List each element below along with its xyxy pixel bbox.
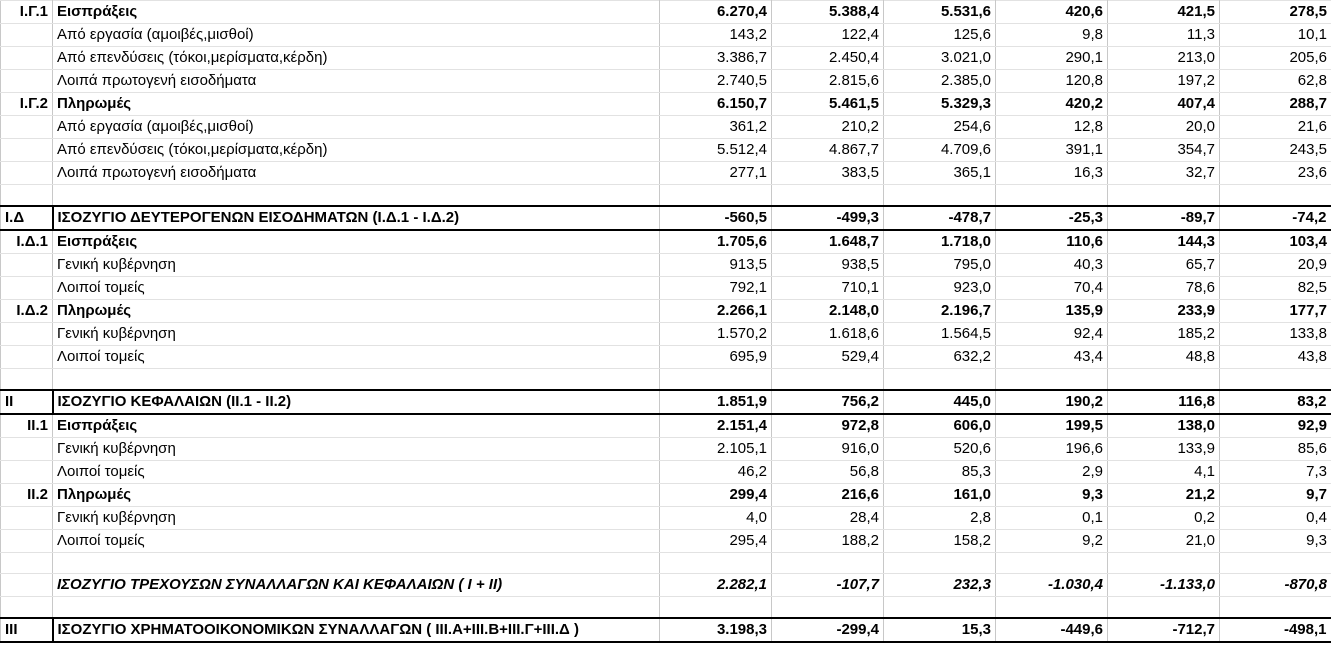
value-cell[interactable]: 20,0 bbox=[1108, 116, 1220, 139]
value-cell[interactable]: 4.709,6 bbox=[884, 139, 996, 162]
value-cell[interactable]: 210,2 bbox=[772, 116, 884, 139]
subtotal-row bbox=[1, 414, 1331, 438]
subtotal-row bbox=[1, 484, 1331, 507]
row-code-cell[interactable] bbox=[1, 24, 53, 47]
value-cell[interactable]: 1.618,6 bbox=[772, 323, 884, 346]
value-cell[interactable]: 365,1 bbox=[884, 162, 996, 185]
table-row bbox=[1, 277, 1331, 300]
row-code-cell[interactable]: I.Γ.2 bbox=[1, 93, 53, 116]
row-code-cell[interactable] bbox=[1, 323, 53, 346]
value-cell[interactable]: 205,6 bbox=[1220, 47, 1331, 70]
row-code-cell[interactable] bbox=[1, 438, 53, 461]
value-cell[interactable]: 56,8 bbox=[772, 461, 884, 484]
value-cell[interactable] bbox=[996, 185, 1108, 207]
row-label-cell[interactable]: Εισπράξεις bbox=[53, 1, 660, 24]
row-code-cell[interactable]: II.2 bbox=[1, 484, 53, 507]
value-cell[interactable]: 916,0 bbox=[772, 438, 884, 461]
row-label-cell[interactable]: Από επενδύσεις (τόκοι,μερίσματα,κέρδη) bbox=[53, 139, 660, 162]
value-cell[interactable]: 391,1 bbox=[996, 139, 1108, 162]
value-cell[interactable]: 9,3 bbox=[996, 484, 1108, 507]
value-cell[interactable]: 40,3 bbox=[996, 254, 1108, 277]
value-cell[interactable]: 216,6 bbox=[772, 484, 884, 507]
subtotal-row bbox=[1, 230, 1331, 254]
value-cell[interactable]: 2.266,1 bbox=[660, 300, 772, 323]
value-cell[interactable]: 185,2 bbox=[1108, 323, 1220, 346]
value-cell[interactable] bbox=[1220, 185, 1331, 207]
value-cell[interactable]: 445,0 bbox=[884, 390, 996, 414]
value-cell[interactable]: 5.531,6 bbox=[884, 1, 996, 24]
value-cell[interactable]: 0,1 bbox=[996, 507, 1108, 530]
value-cell[interactable]: 354,7 bbox=[1108, 139, 1220, 162]
value-cell[interactable]: 116,8 bbox=[1108, 390, 1220, 414]
row-label-cell[interactable]: ΙΣΟΖΥΓΙΟ ΤΡΕΧΟΥΣΩΝ ΣΥΝΑΛΛΑΓΩΝ ΚΑΙ ΚΕΦΑΛΑΙΩΝ ( Ι + ΙΙ) bbox=[53, 574, 660, 597]
value-cell[interactable]: 795,0 bbox=[884, 254, 996, 277]
value-cell[interactable]: 913,5 bbox=[660, 254, 772, 277]
value-cell[interactable] bbox=[884, 597, 996, 619]
value-cell[interactable]: 62,8 bbox=[1220, 70, 1331, 93]
value-cell[interactable]: -560,5 bbox=[660, 206, 772, 230]
value-cell[interactable]: 15,3 bbox=[884, 618, 996, 642]
value-cell[interactable]: 12,8 bbox=[996, 116, 1108, 139]
value-cell[interactable] bbox=[884, 553, 996, 574]
value-cell[interactable]: 6.270,4 bbox=[660, 1, 772, 24]
row-code-cell[interactable] bbox=[1, 553, 53, 574]
row-code-cell[interactable] bbox=[1, 116, 53, 139]
subtotal-row bbox=[1, 1, 1331, 24]
value-cell[interactable]: 2.815,6 bbox=[772, 70, 884, 93]
value-cell[interactable] bbox=[772, 185, 884, 207]
value-cell[interactable]: -478,7 bbox=[884, 206, 996, 230]
row-code-cell[interactable]: I.Δ bbox=[1, 206, 53, 230]
row-code-cell[interactable] bbox=[1, 47, 53, 70]
row-label-cell[interactable]: Λοιποί τομείς bbox=[53, 346, 660, 369]
value-cell[interactable]: 197,2 bbox=[1108, 70, 1220, 93]
value-cell[interactable] bbox=[660, 185, 772, 207]
value-cell[interactable]: 2,8 bbox=[884, 507, 996, 530]
value-cell[interactable]: 1.718,0 bbox=[884, 230, 996, 254]
row-code-cell[interactable] bbox=[1, 346, 53, 369]
row-code-cell[interactable]: I.Δ.2 bbox=[1, 300, 53, 323]
row-label-cell[interactable]: ΙΣΟΖΥΓΙΟ ΚΕΦΑΛΑΙΩΝ (ΙΙ.1 - ΙΙ.2) bbox=[53, 390, 660, 414]
value-cell[interactable]: -25,3 bbox=[996, 206, 1108, 230]
row-code-cell[interactable] bbox=[1, 254, 53, 277]
value-cell[interactable]: 9,3 bbox=[1220, 530, 1331, 553]
table-row bbox=[1, 438, 1331, 461]
row-code-cell[interactable]: II.1 bbox=[1, 414, 53, 438]
value-cell[interactable]: 65,7 bbox=[1108, 254, 1220, 277]
value-cell[interactable]: 6.150,7 bbox=[660, 93, 772, 116]
row-label-cell[interactable]: Λοιπά πρωτογενή εισοδήματα bbox=[53, 70, 660, 93]
value-cell[interactable] bbox=[1220, 369, 1331, 391]
value-cell[interactable]: 606,0 bbox=[884, 414, 996, 438]
value-cell[interactable]: -870,8 bbox=[1220, 574, 1331, 597]
value-cell[interactable]: 125,6 bbox=[884, 24, 996, 47]
value-cell[interactable]: 2.105,1 bbox=[660, 438, 772, 461]
value-cell[interactable]: 756,2 bbox=[772, 390, 884, 414]
spacer-row bbox=[1, 185, 1331, 207]
value-cell[interactable]: -89,7 bbox=[1108, 206, 1220, 230]
row-label-cell[interactable]: Εισπράξεις bbox=[53, 230, 660, 254]
value-cell[interactable]: 695,9 bbox=[660, 346, 772, 369]
value-cell[interactable]: 0,4 bbox=[1220, 507, 1331, 530]
value-cell[interactable]: -299,4 bbox=[772, 618, 884, 642]
value-cell[interactable]: 420,2 bbox=[996, 93, 1108, 116]
value-cell[interactable]: 144,3 bbox=[1108, 230, 1220, 254]
value-cell[interactable]: 277,1 bbox=[660, 162, 772, 185]
balance-row bbox=[1, 618, 1331, 642]
value-cell[interactable]: 2.151,4 bbox=[660, 414, 772, 438]
row-code-cell[interactable]: II bbox=[1, 390, 53, 414]
value-cell[interactable] bbox=[1108, 597, 1220, 619]
value-cell[interactable]: 21,2 bbox=[1108, 484, 1220, 507]
value-cell[interactable]: -498,1 bbox=[1220, 618, 1331, 642]
value-cell[interactable]: 1.648,7 bbox=[772, 230, 884, 254]
value-cell[interactable]: 1.851,9 bbox=[660, 390, 772, 414]
value-cell[interactable]: 161,0 bbox=[884, 484, 996, 507]
value-cell[interactable]: 190,2 bbox=[996, 390, 1108, 414]
row-label-cell[interactable]: Από εργασία (αμοιβές,μισθοί) bbox=[53, 24, 660, 47]
value-cell[interactable]: 120,8 bbox=[996, 70, 1108, 93]
value-cell[interactable] bbox=[884, 185, 996, 207]
table-row bbox=[1, 507, 1331, 530]
value-cell[interactable]: 420,6 bbox=[996, 1, 1108, 24]
value-cell[interactable]: 288,7 bbox=[1220, 93, 1331, 116]
value-cell[interactable]: 7,3 bbox=[1220, 461, 1331, 484]
value-cell[interactable]: -74,2 bbox=[1220, 206, 1331, 230]
row-code-cell[interactable]: I.Δ.1 bbox=[1, 230, 53, 254]
spacer-row bbox=[1, 369, 1331, 391]
value-cell[interactable]: 133,9 bbox=[1108, 438, 1220, 461]
value-cell[interactable]: 632,2 bbox=[884, 346, 996, 369]
value-cell[interactable]: 138,0 bbox=[1108, 414, 1220, 438]
value-cell[interactable]: 9,2 bbox=[996, 530, 1108, 553]
table-row bbox=[1, 162, 1331, 185]
value-cell[interactable]: 20,9 bbox=[1220, 254, 1331, 277]
row-label-cell[interactable]: Γενική κυβέρνηση bbox=[53, 438, 660, 461]
row-label-cell[interactable]: Πληρωμές bbox=[53, 300, 660, 323]
row-code-cell[interactable]: III bbox=[1, 618, 53, 642]
row-label-cell[interactable] bbox=[53, 553, 660, 574]
row-code-cell[interactable] bbox=[1, 530, 53, 553]
table-row bbox=[1, 139, 1331, 162]
value-cell[interactable]: 199,5 bbox=[996, 414, 1108, 438]
row-label-cell[interactable]: Λοιποί τομείς bbox=[53, 277, 660, 300]
row-label-cell[interactable]: Γενική κυβέρνηση bbox=[53, 323, 660, 346]
value-cell[interactable] bbox=[1108, 369, 1220, 391]
value-cell[interactable]: -499,3 bbox=[772, 206, 884, 230]
value-cell[interactable]: 11,3 bbox=[1108, 24, 1220, 47]
row-label-cell[interactable]: Εισπράξεις bbox=[53, 414, 660, 438]
table-row bbox=[1, 116, 1331, 139]
spacer-row bbox=[1, 597, 1331, 619]
value-cell[interactable]: 361,2 bbox=[660, 116, 772, 139]
value-cell[interactable] bbox=[772, 369, 884, 391]
value-cell[interactable]: 938,5 bbox=[772, 254, 884, 277]
value-cell[interactable]: 2.450,4 bbox=[772, 47, 884, 70]
value-cell[interactable]: 529,4 bbox=[772, 346, 884, 369]
value-cell[interactable]: 2.740,5 bbox=[660, 70, 772, 93]
value-cell[interactable]: 32,7 bbox=[1108, 162, 1220, 185]
value-cell[interactable]: 710,1 bbox=[772, 277, 884, 300]
value-cell[interactable]: 23,6 bbox=[1220, 162, 1331, 185]
value-cell[interactable]: -1.030,4 bbox=[996, 574, 1108, 597]
row-label-cell[interactable]: Πληρωμές bbox=[53, 93, 660, 116]
value-cell[interactable]: 10,1 bbox=[1220, 24, 1331, 47]
value-cell[interactable]: 295,4 bbox=[660, 530, 772, 553]
value-cell[interactable]: 232,3 bbox=[884, 574, 996, 597]
value-cell[interactable]: 3.021,0 bbox=[884, 47, 996, 70]
table-row bbox=[1, 24, 1331, 47]
table-row bbox=[1, 70, 1331, 93]
spacer-row bbox=[1, 553, 1331, 574]
total-row bbox=[1, 574, 1331, 597]
value-cell[interactable]: 213,0 bbox=[1108, 47, 1220, 70]
row-code-cell[interactable] bbox=[1, 70, 53, 93]
value-cell[interactable]: 4,0 bbox=[660, 507, 772, 530]
row-label-cell[interactable]: ΙΣΟΖΥΓΙΟ ΧΡΗΜΑΤΟΟΙΚΟΝΟΜΙΚΩΝ ΣΥΝΑΛΛΑΓΩΝ ( ΙΙΙ.Α+ΙΙΙ.Β+ΙΙΙ.Γ+ΙΙΙ.Δ ) bbox=[53, 618, 660, 642]
value-cell[interactable]: 43,8 bbox=[1220, 346, 1331, 369]
value-cell[interactable]: 5.388,4 bbox=[772, 1, 884, 24]
value-cell[interactable]: 254,6 bbox=[884, 116, 996, 139]
subtotal-row bbox=[1, 300, 1331, 323]
value-cell[interactable]: 85,3 bbox=[884, 461, 996, 484]
row-label-cell[interactable]: Λοιπά πρωτογενή εισοδήματα bbox=[53, 162, 660, 185]
row-label-cell[interactable]: Λοιποί τομείς bbox=[53, 461, 660, 484]
value-cell[interactable]: 2.148,0 bbox=[772, 300, 884, 323]
value-cell[interactable] bbox=[996, 369, 1108, 391]
value-cell[interactable]: 43,4 bbox=[996, 346, 1108, 369]
table-row bbox=[1, 461, 1331, 484]
value-cell[interactable]: 21,6 bbox=[1220, 116, 1331, 139]
value-cell[interactable]: 46,2 bbox=[660, 461, 772, 484]
value-cell[interactable]: 290,1 bbox=[996, 47, 1108, 70]
value-cell[interactable] bbox=[772, 553, 884, 574]
value-cell[interactable]: 16,3 bbox=[996, 162, 1108, 185]
value-cell[interactable]: 135,9 bbox=[996, 300, 1108, 323]
value-cell[interactable] bbox=[660, 597, 772, 619]
row-label-cell[interactable] bbox=[53, 369, 660, 391]
value-cell[interactable]: 278,5 bbox=[1220, 1, 1331, 24]
value-cell[interactable]: 233,9 bbox=[1108, 300, 1220, 323]
row-code-cell[interactable]: I.Γ.1 bbox=[1, 1, 53, 24]
table-row bbox=[1, 254, 1331, 277]
balance-row bbox=[1, 206, 1331, 230]
table-row bbox=[1, 323, 1331, 346]
value-cell[interactable]: 972,8 bbox=[772, 414, 884, 438]
value-cell[interactable]: 5.329,3 bbox=[884, 93, 996, 116]
row-code-cell[interactable] bbox=[1, 369, 53, 391]
value-cell[interactable]: 83,2 bbox=[1220, 390, 1331, 414]
value-cell[interactable]: 82,5 bbox=[1220, 277, 1331, 300]
row-label-cell[interactable]: ΙΣΟΖΥΓΙΟ ΔΕΥΤΕΡΟΓΕΝΩΝ ΕΙΣΟΔΗΜΑΤΩΝ (Ι.Δ.1 - Ι.Δ.2) bbox=[53, 206, 660, 230]
value-cell[interactable]: 158,2 bbox=[884, 530, 996, 553]
value-cell[interactable]: 9,7 bbox=[1220, 484, 1331, 507]
value-cell[interactable]: 4,1 bbox=[1108, 461, 1220, 484]
value-cell[interactable] bbox=[884, 369, 996, 391]
value-cell[interactable]: 792,1 bbox=[660, 277, 772, 300]
value-cell[interactable]: 2,9 bbox=[996, 461, 1108, 484]
value-cell[interactable]: 103,4 bbox=[1220, 230, 1331, 254]
value-cell[interactable] bbox=[660, 369, 772, 391]
value-cell[interactable] bbox=[1108, 553, 1220, 574]
value-cell[interactable]: 5.512,4 bbox=[660, 139, 772, 162]
row-label-cell[interactable]: Από εργασία (αμοιβές,μισθοί) bbox=[53, 116, 660, 139]
value-cell[interactable]: 78,6 bbox=[1108, 277, 1220, 300]
value-cell[interactable]: 520,6 bbox=[884, 438, 996, 461]
value-cell[interactable]: 1.570,2 bbox=[660, 323, 772, 346]
value-cell[interactable]: 85,6 bbox=[1220, 438, 1331, 461]
row-code-cell[interactable] bbox=[1, 574, 53, 597]
value-cell[interactable]: 92,9 bbox=[1220, 414, 1331, 438]
value-cell[interactable]: -1.133,0 bbox=[1108, 574, 1220, 597]
value-cell[interactable]: -712,7 bbox=[1108, 618, 1220, 642]
value-cell[interactable]: 4.867,7 bbox=[772, 139, 884, 162]
value-cell[interactable] bbox=[772, 597, 884, 619]
row-code-cell[interactable] bbox=[1, 139, 53, 162]
table-body bbox=[1, 1, 1331, 643]
table-row bbox=[1, 346, 1331, 369]
value-cell[interactable]: 2.196,7 bbox=[884, 300, 996, 323]
value-cell[interactable]: 70,4 bbox=[996, 277, 1108, 300]
value-cell[interactable] bbox=[1108, 185, 1220, 207]
value-cell[interactable] bbox=[996, 553, 1108, 574]
row-code-cell[interactable] bbox=[1, 597, 53, 619]
value-cell[interactable]: 28,4 bbox=[772, 507, 884, 530]
value-cell[interactable]: 243,5 bbox=[1220, 139, 1331, 162]
row-code-cell[interactable] bbox=[1, 185, 53, 207]
value-cell[interactable]: 407,4 bbox=[1108, 93, 1220, 116]
value-cell[interactable]: -449,6 bbox=[996, 618, 1108, 642]
value-cell[interactable] bbox=[1220, 597, 1331, 619]
value-cell[interactable] bbox=[996, 597, 1108, 619]
value-cell[interactable]: 383,5 bbox=[772, 162, 884, 185]
value-cell[interactable]: 92,4 bbox=[996, 323, 1108, 346]
value-cell[interactable]: 2.385,0 bbox=[884, 70, 996, 93]
row-code-cell[interactable] bbox=[1, 507, 53, 530]
row-label-cell[interactable]: Πληρωμές bbox=[53, 484, 660, 507]
value-cell[interactable]: 143,2 bbox=[660, 24, 772, 47]
value-cell[interactable] bbox=[660, 553, 772, 574]
table-row bbox=[1, 47, 1331, 70]
value-cell[interactable]: 21,0 bbox=[1108, 530, 1220, 553]
row-label-cell[interactable]: Γενική κυβέρνηση bbox=[53, 254, 660, 277]
subtotal-row bbox=[1, 93, 1331, 116]
row-code-cell[interactable] bbox=[1, 162, 53, 185]
row-label-cell[interactable] bbox=[53, 185, 660, 207]
value-cell[interactable]: 3.386,7 bbox=[660, 47, 772, 70]
value-cell[interactable]: 9,8 bbox=[996, 24, 1108, 47]
table-row bbox=[1, 530, 1331, 553]
row-label-cell[interactable]: Λοιποί τομείς bbox=[53, 530, 660, 553]
value-cell[interactable]: 133,8 bbox=[1220, 323, 1331, 346]
value-cell[interactable]: 421,5 bbox=[1108, 1, 1220, 24]
value-cell[interactable]: 110,6 bbox=[996, 230, 1108, 254]
value-cell[interactable]: 3.198,3 bbox=[660, 618, 772, 642]
value-cell[interactable]: 1.705,6 bbox=[660, 230, 772, 254]
row-code-cell[interactable] bbox=[1, 277, 53, 300]
value-cell[interactable]: 122,4 bbox=[772, 24, 884, 47]
value-cell[interactable]: 196,6 bbox=[996, 438, 1108, 461]
row-label-cell[interactable]: Από επενδύσεις (τόκοι,μερίσματα,κέρδη) bbox=[53, 47, 660, 70]
value-cell[interactable]: 188,2 bbox=[772, 530, 884, 553]
value-cell[interactable] bbox=[1220, 553, 1331, 574]
value-cell[interactable]: 299,4 bbox=[660, 484, 772, 507]
row-label-cell[interactable]: Γενική κυβέρνηση bbox=[53, 507, 660, 530]
balance-row bbox=[1, 390, 1331, 414]
value-cell[interactable]: 923,0 bbox=[884, 277, 996, 300]
value-cell[interactable]: 177,7 bbox=[1220, 300, 1331, 323]
value-cell[interactable]: 0,2 bbox=[1108, 507, 1220, 530]
value-cell[interactable]: 2.282,1 bbox=[660, 574, 772, 597]
row-label-cell[interactable] bbox=[53, 597, 660, 619]
value-cell[interactable]: 1.564,5 bbox=[884, 323, 996, 346]
value-cell[interactable]: -107,7 bbox=[772, 574, 884, 597]
value-cell[interactable]: 5.461,5 bbox=[772, 93, 884, 116]
value-cell[interactable]: 48,8 bbox=[1108, 346, 1220, 369]
row-code-cell[interactable] bbox=[1, 461, 53, 484]
